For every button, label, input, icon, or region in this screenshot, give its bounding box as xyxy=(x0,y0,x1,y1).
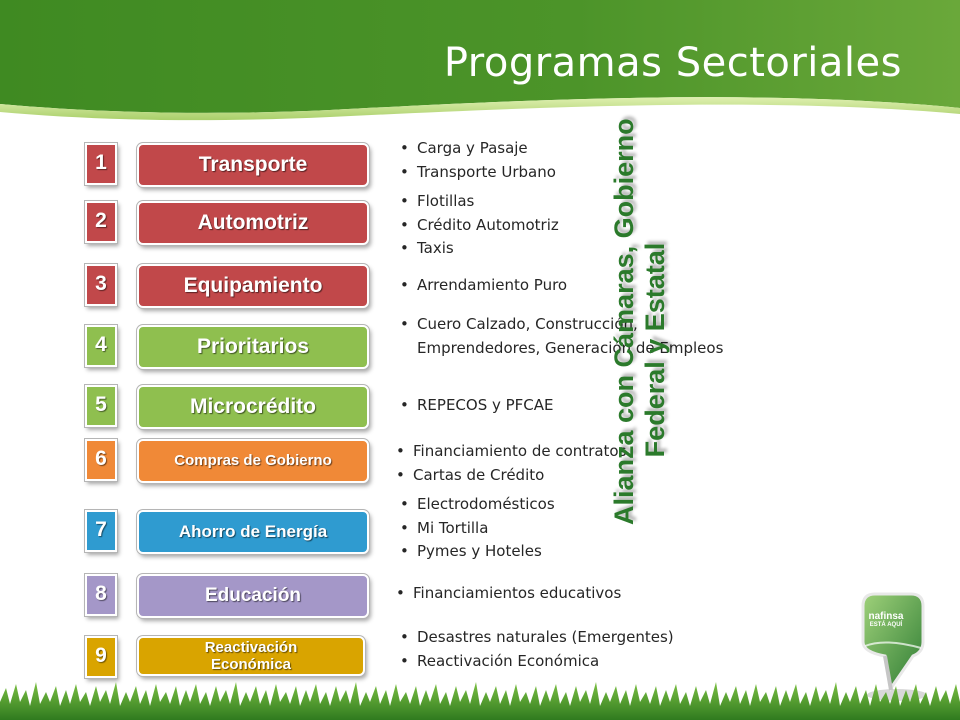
logo-brand: nafinsa xyxy=(868,611,904,622)
equipamiento-button[interactable]: Equipamiento xyxy=(137,264,369,308)
program-number-badge: 2 xyxy=(85,201,117,243)
list-item: • Arrendamiento Puro xyxy=(397,274,567,298)
program-number-badge: 3 xyxy=(85,264,117,306)
program-number-badge: 9 xyxy=(85,636,117,678)
alliance-line-2: Federal y Estatal xyxy=(640,242,670,458)
program-number-badge: 7 xyxy=(85,510,117,552)
list-item: • Cuero Calzado, Construcción, Emprendedores, Generación de Empleos xyxy=(397,313,727,360)
program-number-badge: 6 xyxy=(85,439,117,481)
program-details-list xyxy=(397,394,554,418)
list-item: • Financiamiento de contratos xyxy=(393,440,626,464)
program-details-list xyxy=(393,582,621,606)
logo-text xyxy=(862,612,910,629)
alliance-vertical-text xyxy=(609,118,671,525)
transporte-button[interactable]: Transporte xyxy=(137,143,369,187)
list-item: • Financiamientos educativos xyxy=(393,582,621,606)
program-number-badge: 8 xyxy=(85,574,117,616)
program-number-badge: 5 xyxy=(85,385,117,427)
list-item: • Flotillas xyxy=(397,190,559,214)
list-item: • REPECOS y PFCAE xyxy=(397,394,554,418)
compras-de-gobierno-button[interactable]: Compras de Gobierno xyxy=(137,439,369,483)
program-details-list xyxy=(397,626,674,673)
list-item: • Taxis xyxy=(397,237,559,261)
list-item: • Transporte Urbano xyxy=(397,161,556,185)
program-details-list xyxy=(397,137,556,184)
list-item: • Reactivación Económica xyxy=(397,650,674,674)
program-details-list xyxy=(397,190,559,261)
logo-tagline: ESTÁ AQUÍ xyxy=(869,622,903,628)
program-details-list xyxy=(397,493,555,564)
header-banner xyxy=(0,0,960,130)
educacion-button[interactable]: Educación xyxy=(137,574,369,618)
list-item: • Pymes y Hoteles xyxy=(397,540,555,564)
page-title: Programas Sectoriales xyxy=(443,40,902,86)
program-number-badge: 1 xyxy=(85,143,117,185)
program-details-list xyxy=(393,440,626,487)
list-item: • Crédito Automotriz xyxy=(397,214,559,238)
alliance-line-1: Alianza con Cámaras, Gobierno xyxy=(609,118,639,525)
program-details-list xyxy=(397,274,567,298)
list-item: • Cartas de Crédito xyxy=(393,464,626,488)
program-details-list xyxy=(397,313,727,360)
list-item: • Mi Tortilla xyxy=(397,517,555,541)
list-item: • Electrodomésticos xyxy=(397,493,555,517)
program-number-badge: 4 xyxy=(85,325,117,367)
automotriz-button[interactable]: Automotriz xyxy=(137,201,369,245)
ahorro-de-energia-button[interactable]: Ahorro de Energía xyxy=(137,510,369,554)
reactivacion-economica-button[interactable]: Reactivación Económica xyxy=(137,636,365,676)
microcredito-button[interactable]: Microcrédito xyxy=(137,385,369,429)
prioritarios-button[interactable]: Prioritarios xyxy=(137,325,369,369)
list-item: • Desastres naturales (Emergentes) xyxy=(397,626,674,650)
list-item: • Carga y Pasaje xyxy=(397,137,556,161)
grass-decoration xyxy=(0,680,960,720)
